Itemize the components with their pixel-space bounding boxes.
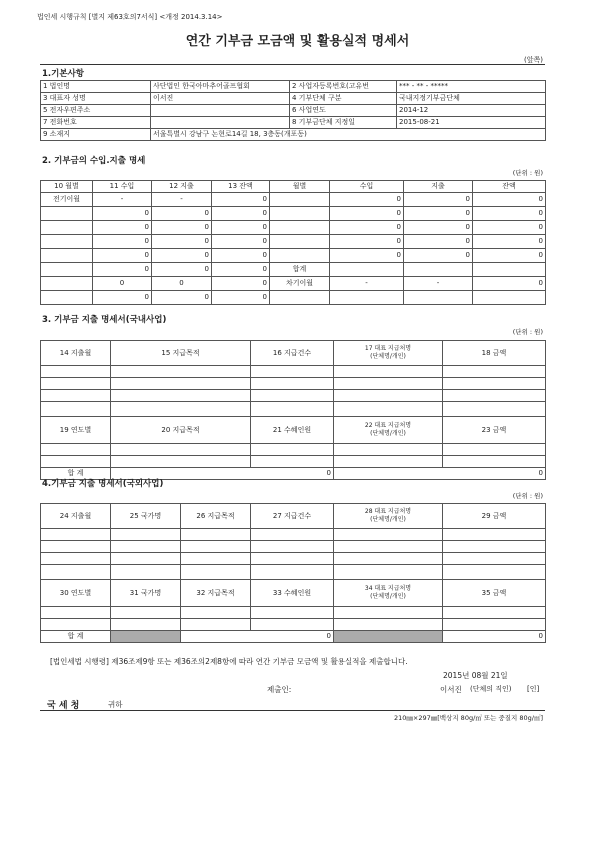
unit-label: (단위 : 원) xyxy=(512,328,543,336)
shaded-cell xyxy=(111,631,181,643)
column-header: 16 지급건수 xyxy=(251,341,334,366)
table-row xyxy=(41,93,546,105)
amount-cell: 0 xyxy=(330,221,404,235)
amount-cell: 0 xyxy=(404,235,473,249)
table-row xyxy=(41,529,546,541)
amount-cell: 0 xyxy=(473,277,546,291)
column-header: 29 금액 xyxy=(443,504,546,529)
amount-cell: 0 xyxy=(212,207,270,221)
column-header: 11 수입 xyxy=(93,181,152,193)
column-header: 32 지급목적 xyxy=(181,580,251,607)
table-row xyxy=(41,263,546,277)
amount-cell: 0 xyxy=(404,221,473,235)
table-header-row xyxy=(41,181,546,193)
amount-cell: 0 xyxy=(330,235,404,249)
section-2-heading: 2. 기부금의 수입.지출 명세 xyxy=(42,156,146,166)
amount-cell xyxy=(330,263,404,277)
amount-cell: 0 xyxy=(93,221,152,235)
month-cell xyxy=(270,235,330,249)
month-cell xyxy=(41,207,93,221)
column-header: 수입 xyxy=(330,181,404,193)
amount-cell: 0 xyxy=(473,235,546,249)
column-header: 10 월별 xyxy=(41,181,93,193)
section-4-heading: 4.기부금 지출 명세서(국외사업) xyxy=(42,479,164,489)
section-3-heading: 3. 기부금 지출 명세서(국내사업) xyxy=(42,315,167,325)
table-row xyxy=(41,105,546,117)
total-value: 0 xyxy=(334,468,546,480)
column-header: 17 대표 지급처명 (단체명/개인) xyxy=(334,341,443,366)
column-header: 24 지출월 xyxy=(41,504,111,529)
amount-cell: 0 xyxy=(152,249,212,263)
page-title: 연간 기부금 모금액 및 활용실적 명세서 xyxy=(185,34,410,49)
amount-cell: 0 xyxy=(212,235,270,249)
amount-cell: - xyxy=(404,277,473,291)
month-cell: 전기이월 xyxy=(41,193,93,207)
table-header-row xyxy=(41,341,546,366)
table-row xyxy=(41,235,546,249)
amount-cell: 0 xyxy=(473,193,546,207)
month-cell xyxy=(270,207,330,221)
month-cell xyxy=(270,193,330,207)
column-header: 28 대표 지급처명 (단체명/개인) xyxy=(334,504,443,529)
month-cell: 합계 xyxy=(270,263,330,277)
table-row xyxy=(41,193,546,207)
column-header: 27 지급건수 xyxy=(251,504,334,529)
table-header-row xyxy=(41,504,546,529)
submission-date: 2015년 08월 21일 xyxy=(443,671,508,680)
amount-cell: 0 xyxy=(404,249,473,263)
value-cell: 국내지정기부금단체 xyxy=(397,93,546,105)
column-header: 13 잔액 xyxy=(212,181,270,193)
form-reference: 법인세 시행규칙 [별지 제63호의7서식] <개정 2014.3.14> xyxy=(37,13,223,21)
total-label: 합 계 xyxy=(41,468,111,480)
submitter-name: 이서진 xyxy=(440,685,462,694)
table-row xyxy=(41,390,546,402)
label-cell: 8 기부금단체 지정일 xyxy=(290,117,397,129)
amount-cell: 0 xyxy=(93,291,152,305)
column-header: 33 수혜인원 xyxy=(251,580,334,607)
total-value: 0 xyxy=(181,631,334,643)
label-cell: 9 소재지 xyxy=(41,129,151,141)
table-row xyxy=(41,553,546,565)
month-cell xyxy=(270,249,330,263)
month-cell xyxy=(41,291,93,305)
column-header: 35 금액 xyxy=(443,580,546,607)
table-row xyxy=(41,541,546,553)
amount-cell: 0 xyxy=(152,207,212,221)
column-header: 12 지출 xyxy=(152,181,212,193)
income-expense-table xyxy=(40,180,546,305)
table-row xyxy=(41,607,546,619)
total-value: 0 xyxy=(111,468,334,480)
label-cell: 3 대표자 성명 xyxy=(41,93,151,105)
table-row xyxy=(41,117,546,129)
month-cell xyxy=(41,277,93,291)
column-header: 14 지출월 xyxy=(41,341,111,366)
table-row xyxy=(41,565,546,580)
column-header: 19 연도별 xyxy=(41,417,111,444)
amount-cell: - xyxy=(152,193,212,207)
unit-label: (단위 : 원) xyxy=(512,169,543,177)
column-header: 지출 xyxy=(404,181,473,193)
amount-cell: 0 xyxy=(93,277,152,291)
column-header: 20 지급목적 xyxy=(111,417,251,444)
column-header: 25 국가명 xyxy=(111,504,181,529)
amount-cell xyxy=(404,263,473,277)
value-cell xyxy=(151,105,290,117)
table-row xyxy=(41,129,546,141)
month-cell xyxy=(270,221,330,235)
amount-cell: 0 xyxy=(93,207,152,221)
unit-label: (단위 : 원) xyxy=(512,492,543,500)
month-cell xyxy=(41,221,93,235)
label-cell: 6 사업연도 xyxy=(290,105,397,117)
column-header: 23 금액 xyxy=(443,417,546,444)
table-row xyxy=(41,249,546,263)
column-header: 15 지급목적 xyxy=(111,341,251,366)
section-1-heading: 1.기본사항 xyxy=(42,69,84,79)
amount-cell xyxy=(404,291,473,305)
value-cell: 사단법인 한국아마추어골프협회 xyxy=(151,81,290,93)
total-label: 합 계 xyxy=(41,631,111,643)
table-row xyxy=(41,81,546,93)
paper-spec: 210㎜×297㎜[백상지 80g/㎡ 또는 중질지 80g/㎡] xyxy=(393,714,543,722)
month-cell xyxy=(270,291,330,305)
table-row xyxy=(41,291,546,305)
column-header: 30 연도별 xyxy=(41,580,111,607)
amount-cell: 0 xyxy=(473,221,546,235)
amount-cell: - xyxy=(93,193,152,207)
table-row xyxy=(41,221,546,235)
column-header: 월별 xyxy=(270,181,330,193)
label-cell: 5 전자우편주소 xyxy=(41,105,151,117)
page-note: (앞쪽) xyxy=(524,56,543,64)
amount-cell: 0 xyxy=(212,291,270,305)
table-header-row xyxy=(41,417,546,444)
value-cell: 2014-12 xyxy=(397,105,546,117)
amount-cell: 0 xyxy=(404,193,473,207)
overseas-expense-table xyxy=(40,503,546,643)
top-rule xyxy=(40,64,545,65)
submitter-label: 제출인: xyxy=(267,685,292,694)
total-value: 0 xyxy=(443,631,546,643)
amount-cell xyxy=(473,291,546,305)
seal-mark: [인] xyxy=(527,685,540,693)
amount-cell: 0 xyxy=(93,249,152,263)
amount-cell: 0 xyxy=(152,263,212,277)
amount-cell: 0 xyxy=(152,291,212,305)
amount-cell: 0 xyxy=(152,235,212,249)
value-cell: 이서진 xyxy=(151,93,290,105)
basic-info-table xyxy=(40,80,546,141)
table-header-row xyxy=(41,580,546,607)
domestic-expense-table xyxy=(40,340,546,480)
amount-cell: 0 xyxy=(93,235,152,249)
month-cell xyxy=(41,263,93,277)
column-header: 잔액 xyxy=(473,181,546,193)
recipient: 국 세 청 xyxy=(47,701,80,711)
label-cell: 2 사업자등록번호(고유번 xyxy=(290,81,397,93)
amount-cell: 0 xyxy=(212,221,270,235)
label-cell: 1 법인명 xyxy=(41,81,151,93)
label-cell: 7 전화번호 xyxy=(41,117,151,129)
column-header: 26 지급목적 xyxy=(181,504,251,529)
table-row xyxy=(41,207,546,221)
rep-sign-note: (단체의 직인) xyxy=(470,685,512,693)
amount-cell: 0 xyxy=(330,249,404,263)
table-row xyxy=(41,402,546,417)
bottom-rule xyxy=(40,710,545,711)
table-row xyxy=(41,619,546,631)
month-cell xyxy=(41,249,93,263)
amount-cell xyxy=(473,263,546,277)
amount-cell: - xyxy=(330,277,404,291)
amount-cell: 0 xyxy=(212,249,270,263)
amount-cell: 0 xyxy=(330,207,404,221)
amount-cell: 0 xyxy=(473,207,546,221)
table-row xyxy=(41,378,546,390)
amount-cell xyxy=(330,291,404,305)
table-row xyxy=(41,444,546,456)
submission-statement: [법인세법 시행령] 제36조제9항 또는 제36조의2제8항에 따라 연간 기부금 모금액 및 활용실적을 제출합니다. xyxy=(50,657,408,666)
value-cell: *** - ** - ***** xyxy=(397,81,546,93)
column-header: 18 금액 xyxy=(443,341,546,366)
amount-cell: 0 xyxy=(212,193,270,207)
table-row xyxy=(41,277,546,291)
column-header: 21 수혜인원 xyxy=(251,417,334,444)
address-value: 서울특별시 강남구 논현로14길 18, 3층동(개포동) xyxy=(151,129,546,141)
value-cell xyxy=(151,117,290,129)
amount-cell: 0 xyxy=(212,263,270,277)
amount-cell: 0 xyxy=(330,193,404,207)
amount-cell: 0 xyxy=(473,249,546,263)
value-cell: 2015-08-21 xyxy=(397,117,546,129)
total-row xyxy=(41,631,546,643)
column-header: 22 대표 지급처명 (단체명/개인) xyxy=(334,417,443,444)
table-row xyxy=(41,366,546,378)
month-cell: 차기이월 xyxy=(270,277,330,291)
column-header: 31 국가명 xyxy=(111,580,181,607)
table-row xyxy=(41,456,546,468)
label-cell: 4 기부단체 구분 xyxy=(290,93,397,105)
honorific: 귀하 xyxy=(108,700,123,709)
month-cell xyxy=(41,235,93,249)
amount-cell: 0 xyxy=(404,207,473,221)
amount-cell: 0 xyxy=(152,221,212,235)
amount-cell: 0 xyxy=(152,277,212,291)
shaded-cell xyxy=(334,631,443,643)
amount-cell: 0 xyxy=(93,263,152,277)
amount-cell: 0 xyxy=(212,277,270,291)
column-header: 34 대표 지급처명 (단체명/개인) xyxy=(334,580,443,607)
